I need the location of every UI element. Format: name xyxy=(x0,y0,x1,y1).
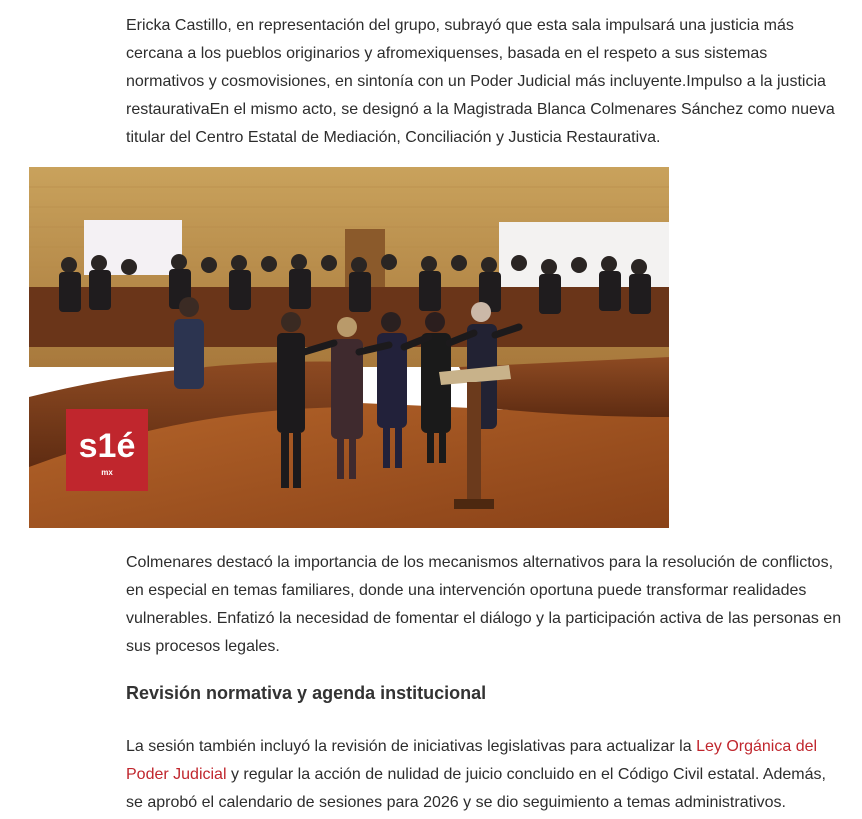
article-photo xyxy=(29,167,669,528)
session-photo-illustration xyxy=(29,167,669,528)
paragraph-revision xyxy=(126,733,842,817)
paragraph-revision-text-end: y regular la acción de nulidad de juicio concluido en el Código Civil estatal. Además, se aprobó el calendario de sesiones para 2026 y se dio seguimiento a temas administrativos. xyxy=(126,766,826,811)
paragraph-colmenares: Colmenares destacó la importancia de los mecanismos alternativos para la resolución de conflictos, en especial en temas familiares, donde una intervención oportuna puede transformar realidades vulnerables. Enfatizó la necesidad de fomentar el diálogo y la participación activa de las personas en sus procesos legales. xyxy=(126,554,842,655)
paragraph-revision-text-start: La sesión también incluyó la revisión de iniciativas legislativas para actualizar la xyxy=(126,738,697,755)
ley-organica-link[interactable]: Ley Orgánica del Poder Judicial xyxy=(126,738,818,783)
site-logo: s1é xyxy=(78,427,136,465)
paragraph-intro: Ericka Castillo, en representación del grupo, subrayó que esta sala impulsará una justicia más cercana a los pueblos originarios y afromexiquenses, basada en el respeto a sus sistemas normativos y cosmovisiones, en sintonía con un Poder Judicial más incluyente.Impulso a la justicia restaurativaEn el mismo acto, se designó a la Magistrada Blanca Colmenares Sánchez como nueva titular del Centro Estatal de Mediación, Conciliación y Justicia Restaurativa. xyxy=(126,17,835,146)
section-heading: Revisión normativa y agenda institucional xyxy=(126,683,487,703)
site-logo-subtext: mx xyxy=(101,468,113,477)
